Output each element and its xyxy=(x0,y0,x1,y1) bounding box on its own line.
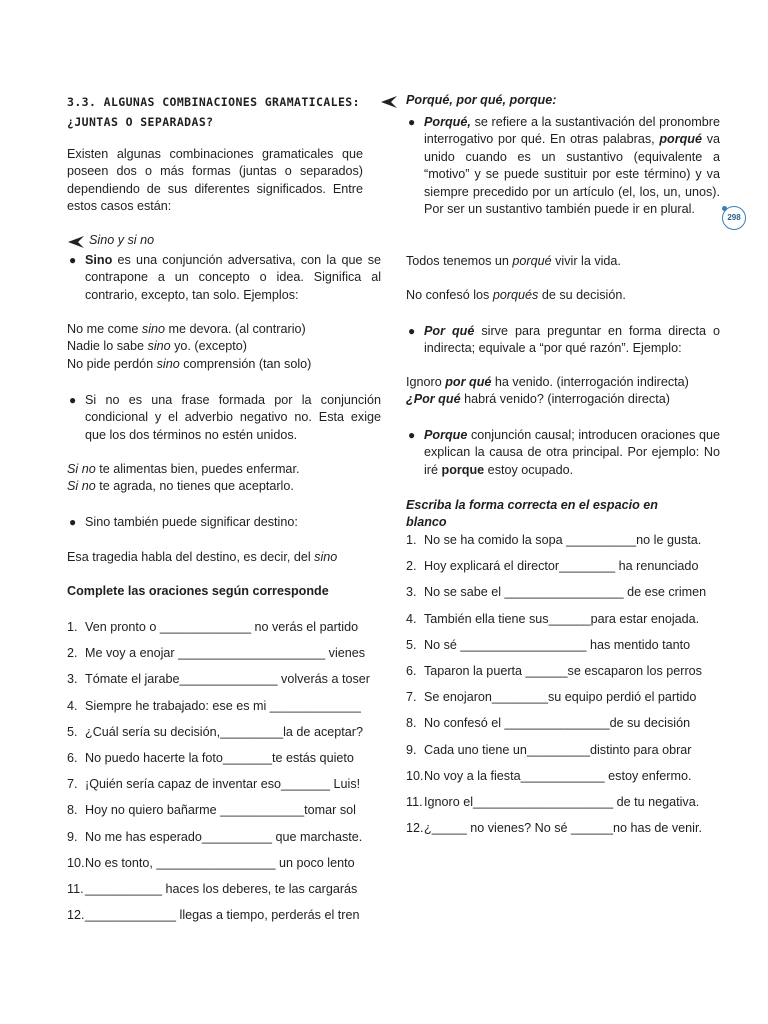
bullet-dot-icon: ● xyxy=(69,253,77,267)
exercise-text: Siempre he trabajado: ese es mi _____________ xyxy=(85,698,361,713)
exercise-number: 4. xyxy=(406,611,417,626)
exercise-text: ¡Quién sería capaz de inventar eso_______ Luis! xyxy=(85,777,361,792)
exercise-item xyxy=(406,715,690,732)
example-line: No me come sino me devora. (al contrario) xyxy=(67,322,306,336)
exercise-number: 7. xyxy=(67,777,78,792)
porque-bullet-2: ● Por qué sirve para preguntar en forma directa o indirecta; equivale a “por qué razón”. Ejemplo: xyxy=(408,324,720,356)
exercise-number: 4. xyxy=(67,698,78,713)
bullet-dot-icon: ● xyxy=(69,515,77,529)
exercise-number: 5. xyxy=(67,724,78,739)
exercise-text: ¿Cuál sería su decisión,_________la de aceptar? xyxy=(85,724,363,739)
exercise-text: Me voy a enojar _____________________ vienes xyxy=(85,646,366,661)
exercise-text: Ven pronto o _____________ no verás el partido xyxy=(85,620,359,634)
sino-definition: es una conjunción adversativa, con la que se contrapone a un concepto o idea. Significa al contrario, excepto, tan solo. Ejemplos: xyxy=(85,253,381,302)
exercise-number: 6. xyxy=(406,664,417,678)
exercise-item xyxy=(67,645,365,662)
exercise-item xyxy=(67,881,357,898)
exercise-number: 11. xyxy=(67,882,84,896)
exercise-text: Se enojaron________su equipo perdió el partido xyxy=(424,690,697,705)
exercise-text: _____________ llegas a tiempo, perderás el tren xyxy=(85,908,360,923)
exercise-item xyxy=(67,698,361,715)
example-line: Si no te alimentas bien, puedes enfermar. xyxy=(67,462,300,476)
exercise-text: Hoy no quiero bañarme ____________tomar sol xyxy=(85,803,356,818)
exercise-number: 3. xyxy=(406,585,417,600)
sino-bullet-2 xyxy=(67,392,381,444)
bullet-dot-icon: ● xyxy=(408,324,416,338)
exercise-text: No es tonto, _________________ un poco lento xyxy=(85,855,355,870)
exercise-item xyxy=(406,584,706,601)
intro-paragraph: Existen algunas combinaciones gramaticales que poseen dos o más formas (juntas o separados) dependiendo de sus diferentes significados. Entre estos casos están: xyxy=(67,147,363,214)
bullet-dot-icon: ● xyxy=(408,115,416,129)
exercise-text: No se ha comido la sopa __________no le gusta. xyxy=(424,533,702,547)
example-line: Ignoro por qué ha venido. (interrogación indirecta) xyxy=(406,375,689,389)
exercise-number: 2. xyxy=(67,646,78,661)
exercise-text: Tómate el jarabe______________ volverás a toser xyxy=(85,672,370,687)
si-no-examples xyxy=(67,461,363,496)
bullet-dot-icon: ● xyxy=(69,393,77,407)
example-line: Nadie lo sabe sino yo. (excepto) xyxy=(67,339,247,354)
exercise-text: Hoy explicará el director________ ha renunciado xyxy=(424,559,699,574)
porque-example-1: Todos tenemos un porqué vivir la vida. xyxy=(406,254,621,268)
exercise-text: También ella tiene sus______para estar enojada. xyxy=(424,611,700,626)
sino-heading: Sino y si no xyxy=(89,233,155,247)
exercise-item xyxy=(406,768,691,785)
section-title-line1: 3.3. ALGUNAS COMBINACIONES GRAMATICALES: xyxy=(67,95,360,109)
exercise-item xyxy=(67,855,355,872)
sino-examples xyxy=(67,321,363,373)
exercise-item xyxy=(406,820,702,837)
exercise-number: 8. xyxy=(67,803,78,818)
exercise-item xyxy=(406,558,698,575)
page-number-badge: 298 xyxy=(722,206,746,230)
sino-bullet-3 xyxy=(67,514,381,531)
section-title-line2: ¿JUNTAS O SEPARADAS? xyxy=(67,115,214,129)
exercise-text: No voy a la fiesta____________ estoy enfermo. xyxy=(424,768,692,783)
exercise-item xyxy=(67,750,354,767)
exercise-number: 8. xyxy=(406,716,417,731)
exercise-item xyxy=(67,829,362,846)
exercise-number: 10. xyxy=(67,855,85,870)
exercise-text: No sé __________________ has mentido tanto xyxy=(424,637,691,652)
exercise-item xyxy=(406,532,701,549)
arrow-bullet-icon xyxy=(67,235,85,249)
bullet-dot-icon: ● xyxy=(408,428,416,442)
destiny-example: Esa tragedia habla del destino, es decir, del sino xyxy=(67,550,338,564)
porque-heading: Porqué, por qué, porque: xyxy=(406,93,557,107)
left-exercise-title: Complete las oraciones según corresponde xyxy=(67,584,329,598)
exercise-item xyxy=(406,637,690,654)
example-line: ¿Por qué habrá venido? (interrogación directa) xyxy=(406,392,670,407)
exercise-number: 11. xyxy=(406,795,423,809)
exercise-item xyxy=(67,724,363,741)
exercise-item xyxy=(406,689,696,706)
exercise-item xyxy=(67,776,360,793)
exercise-item xyxy=(406,663,702,680)
right-exercise-title: Escriba la forma correcta en el espacio en blanco xyxy=(406,498,658,530)
section-title xyxy=(67,92,363,132)
exercise-text: No confesó el _______________de su decisión xyxy=(424,716,691,731)
exercise-text: Ignoro el____________________ de tu negativa. xyxy=(424,795,700,809)
porque-example-2: No confesó los porqués de su decisión. xyxy=(406,288,626,302)
exercise-number: 10. xyxy=(406,768,424,783)
por-que-examples xyxy=(406,374,702,409)
exercise-text: Cada uno tiene un_________distinto para obrar xyxy=(424,742,692,757)
exercise-number: 1. xyxy=(67,620,78,634)
exercise-number: 9. xyxy=(67,829,78,844)
sino-destiny-note: Sino también puede significar destino: xyxy=(85,515,298,529)
example-line: No pide perdón sino comprensión (tan solo) xyxy=(67,356,312,371)
exercise-text: ___________ haces los deberes, te las cargarás xyxy=(85,882,358,896)
exercise-item xyxy=(67,619,358,636)
exercise-item xyxy=(406,794,699,811)
exercise-text: ¿_____ no vienes? No sé ______no has de venir. xyxy=(424,821,702,836)
exercise-number: 1. xyxy=(406,533,417,547)
exercise-item xyxy=(406,611,699,628)
arrow-bullet-icon xyxy=(380,95,398,109)
porque-bullet-3: ● Porque conjunción causal; introducen oraciones que explican la causa de otra principal. Por ejemplo: No iré porque estoy ocupado. xyxy=(408,428,720,477)
exercise-text: Taparon la puerta ______se escaparon los perros xyxy=(424,664,702,678)
exercise-text: No me has esperado__________ que marchaste. xyxy=(85,829,363,844)
exercise-item xyxy=(67,671,370,688)
exercise-number: 6. xyxy=(67,751,78,765)
porque-bullet-1: ● Porqué, se refiere a la sustantivación del pronombre interrogativo por qué. En otras palabras, porqué va unido cuando es un sustantivo (equivalente a “motivo” y se puede sustituir por este término) y va siempre precedido por un artículo (el, los, un, unos). Por ser un sustantivo también puede ir en plural. xyxy=(408,115,720,217)
exercise-text: No puedo hacerte la foto_______te estás quieto xyxy=(85,751,354,765)
exercise-number: 2. xyxy=(406,559,417,574)
sino-bullet-1 xyxy=(67,252,381,304)
exercise-item xyxy=(67,907,359,924)
exercise-item xyxy=(406,742,691,759)
exercise-number: 3. xyxy=(67,672,78,687)
exercise-number: 5. xyxy=(406,637,417,652)
si-no-definition: Si no es una frase formada por la conjunción condicional y el adverbio negativo no. Esta exige que los dos términos no estén unidos. xyxy=(85,393,381,442)
sino-term: Sino xyxy=(85,253,113,267)
exercise-number: 7. xyxy=(406,690,417,705)
exercise-item xyxy=(67,802,356,819)
exercise-text: No se sabe el _________________ de ese crimen xyxy=(424,585,707,600)
example-line: Si no te agrada, no tienes que aceptarlo. xyxy=(67,479,294,494)
exercise-number: 9. xyxy=(406,742,417,757)
exercise-number: 12. xyxy=(406,821,424,836)
exercise-number: 12. xyxy=(67,908,85,923)
